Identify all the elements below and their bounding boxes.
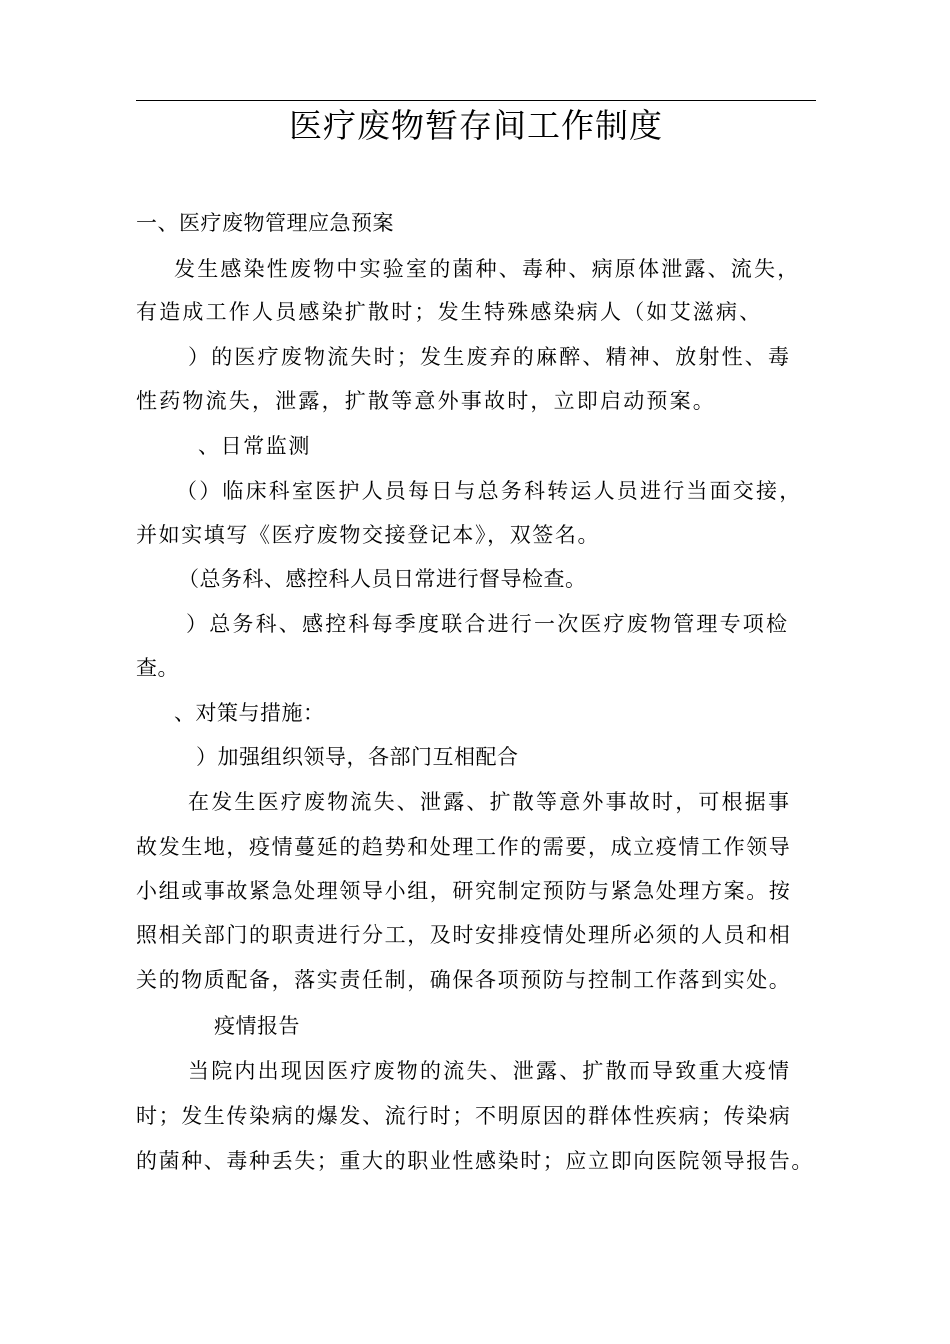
paragraph-line: 有造成工作人员感染扩散时；发生特殊感染病人（如艾滋病、 (136, 300, 763, 324)
paragraph-line: 并如实填写《医疗废物交接登记本》，双签名。 (136, 523, 601, 547)
paragraph-line: （）临床科室医护人员每日与总务科转运人员进行当面交接， (176, 479, 803, 503)
document-title: 医疗废物暂存间工作制度 (289, 106, 663, 145)
paragraph-line: 关的物质配备，落实责任制，确保各项预防与控制工作落到实处。 (136, 968, 792, 992)
paragraph-line: ）总务科、感控科每季度联合进行一次医疗废物管理专项检 (186, 612, 790, 636)
paragraph-line: （总务科、感控科人员日常进行督导检查。 (178, 567, 587, 591)
paragraph-line: 在发生医疗废物流失、泄露、扩散等意外事故时，可根据事 (188, 790, 792, 814)
paragraph-line: 发生感染性废物中实验室的菌种、毒种、病原体泄露、流失， (174, 257, 801, 281)
paragraph-line: 查。 (136, 656, 179, 680)
header-rule (136, 100, 816, 101)
section-heading-epidemic-report: 疫情报告 (214, 1014, 300, 1038)
section-heading-countermeasures: 、对策与措施： (174, 701, 325, 725)
paragraph-line: 的菌种、毒种丢失；重大的职业性感染时；应立即向医院领导报告。 (136, 1149, 814, 1173)
subsection-heading: ）加强组织领导，各部门互相配合 (196, 745, 519, 769)
paragraph-line: 性药物流失，泄露，扩散等意外事故时，立即启动预案。 (136, 389, 716, 413)
paragraph-line: ）的医疗废物流失时；发生废弃的麻醉、精神、放射性、毒 (188, 345, 792, 369)
paragraph-line: 故发生地，疫情蔓延的趋势和处理工作的需要，成立疫情工作领导 (136, 835, 792, 859)
section-heading-emergency-plan: 一、医疗废物管理应急预案 (136, 211, 394, 235)
paragraph-line: 小组或事故紧急处理领导小组，研究制定预防与紧急处理方案。按 (136, 879, 792, 903)
paragraph-line: 当院内出现因医疗废物的流失、泄露、扩散而导致重大疫情 (188, 1059, 792, 1083)
paragraph-line: 照相关部门的职责进行分工，及时安排疫情处理所必须的人员和相 (136, 923, 792, 947)
section-heading-daily-monitoring: 、日常监测 (198, 434, 311, 458)
paragraph-line: 时；发生传染病的爆发、流行时；不明原因的群体性疾病；传染病 (136, 1104, 792, 1128)
